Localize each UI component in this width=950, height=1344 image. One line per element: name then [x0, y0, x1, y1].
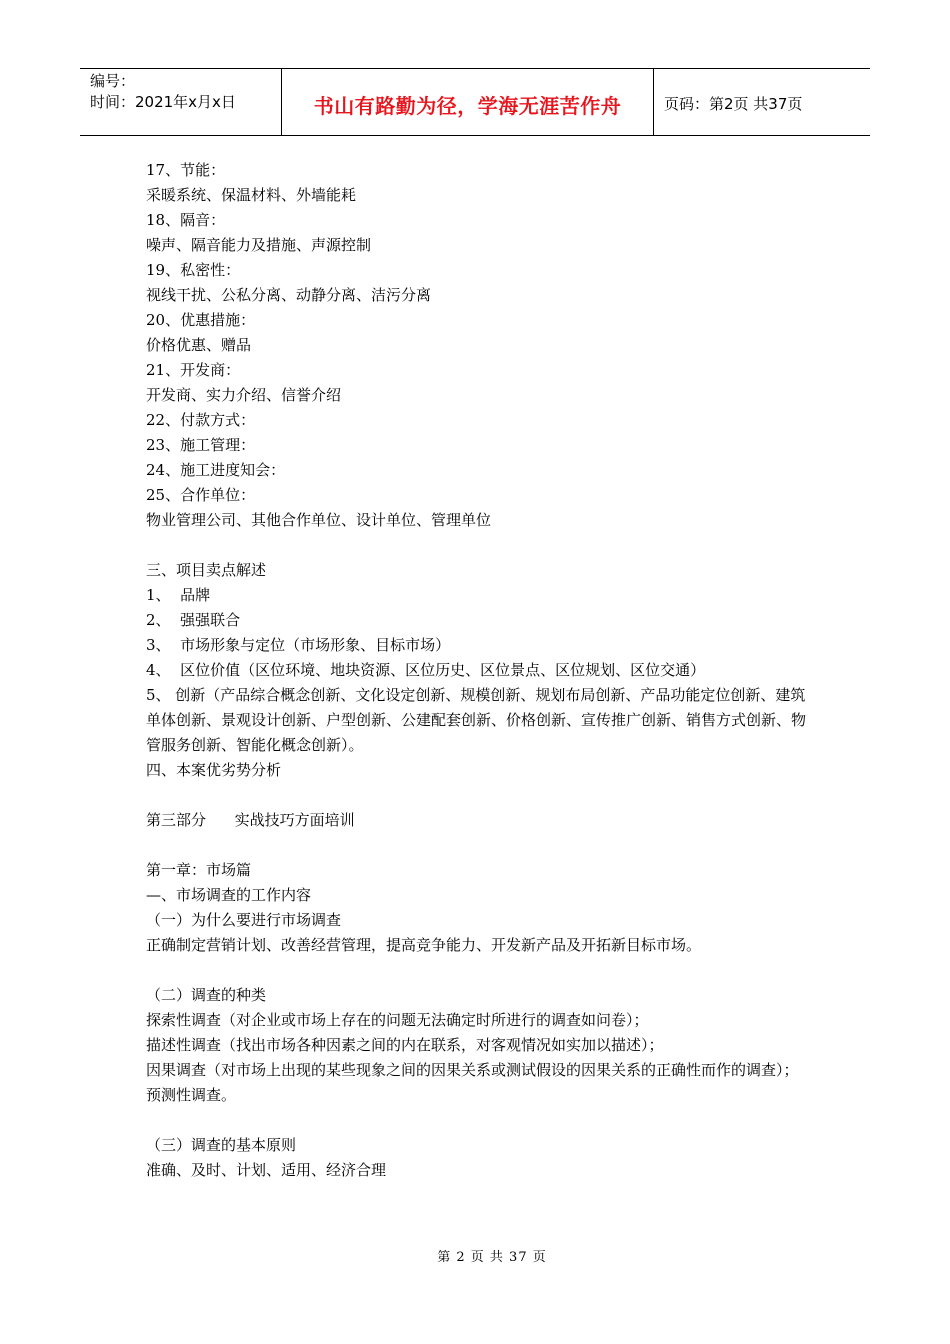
item-heading-23: 23、施工管理：	[146, 436, 256, 454]
question-heading-2: （二）调查的种类	[146, 986, 267, 1004]
item-detail-25: 物业管理公司、其他合作单位、设计单位、管理单位	[146, 511, 492, 529]
header-page-info	[654, 69, 870, 135]
item-heading-17: 17、节能：	[146, 161, 226, 179]
document-number-label: 编号：	[90, 72, 136, 90]
item-heading-21: 21、开发商：	[146, 361, 241, 379]
selling-point-5: 5、 创新（产品综合概念创新、文化设定创新、规模创新、规划布局创新、产品功能定位创新、建筑单体创新、景观设计创新、户型创新、公建配套创新、价格创新、宣传推广创新、销售方式创新、物管服务创新、智能化概念创新）。	[146, 686, 807, 754]
part-heading: 第三部分 实战技巧方面培训	[146, 811, 355, 829]
section-heading-selling-points: 三、项目卖点解述	[146, 561, 267, 579]
item-heading-20: 20、优惠措施：	[146, 311, 256, 329]
subsection-heading: —、市场调查的工作内容	[146, 886, 312, 904]
item-detail-17: 采暖系统、保温材料、外墙能耗	[146, 186, 357, 204]
question-heading-3: （三）调查的基本原则	[146, 1136, 297, 1154]
selling-point-2: 2、 强强联合	[146, 611, 241, 629]
survey-type-exploratory: 探索性调查（对企业或市场上存在的问题无法确定时所进行的调查如问卷）；	[146, 1011, 649, 1029]
item-heading-25: 25、合作单位：	[146, 486, 256, 504]
section-heading-swot: 四、本案优劣势分析	[146, 761, 282, 779]
document-body	[146, 158, 816, 1183]
spacer	[146, 533, 816, 558]
item-heading-18: 18、隔音：	[146, 211, 226, 229]
paragraph-purpose: 正确制定营销计划、改善经营管理，提高竞争能力、开发新产品及开拓新目标市场。	[146, 936, 702, 954]
page-header	[80, 68, 870, 136]
principles-list: 准确、及时、计划、适用、经济合理	[146, 1161, 387, 1179]
survey-type-predictive: 预测性调查。	[146, 1086, 237, 1104]
item-heading-22: 22、付款方式：	[146, 411, 256, 429]
document-date: 时间：2021年x月x日	[90, 93, 236, 111]
item-detail-20: 价格优惠、赠品	[146, 336, 252, 354]
header-motto: 书山有路勤为径，学海无涯苦作舟	[313, 93, 622, 118]
header-meta	[80, 69, 282, 135]
header-motto-cell	[282, 69, 654, 135]
selling-point-3: 3、 市场形象与定位（市场形象、目标市场）	[146, 636, 451, 654]
selling-point-1: 1、 品牌	[146, 586, 211, 604]
spacer	[146, 1108, 816, 1133]
page-footer: 第 2 页 共 37 页	[437, 1250, 547, 1265]
spacer	[146, 958, 816, 983]
question-heading-1: （一）为什么要进行市场调查	[146, 911, 342, 929]
item-detail-21: 开发商、实力介绍、信誉介绍	[146, 386, 342, 404]
survey-type-causal: 因果调查（对市场上出现的某些现象之间的因果关系或测试假设的因果关系的正确性而作的调查）；	[146, 1061, 799, 1079]
spacer	[146, 783, 816, 808]
item-heading-19: 19、私密性：	[146, 261, 241, 279]
spacer	[146, 833, 816, 858]
item-heading-24: 24、施工进度知会：	[146, 461, 286, 479]
item-detail-19: 视线干扰、公私分离、动静分离、洁污分离	[146, 286, 432, 304]
selling-point-4: 4、 区位价值（区位环境、地块资源、区位历史、区位景点、区位规划、区位交通）	[146, 661, 706, 679]
item-detail-18: 噪声、隔音能力及措施、声源控制	[146, 236, 372, 254]
chapter-heading: 第一章：市场篇	[146, 861, 252, 879]
survey-type-descriptive: 描述性调查（找出市场各种因素之间的内在联系，对客观情况如实加以描述）；	[146, 1036, 664, 1054]
header-page-number: 页码：第2页 共37页	[664, 94, 803, 113]
